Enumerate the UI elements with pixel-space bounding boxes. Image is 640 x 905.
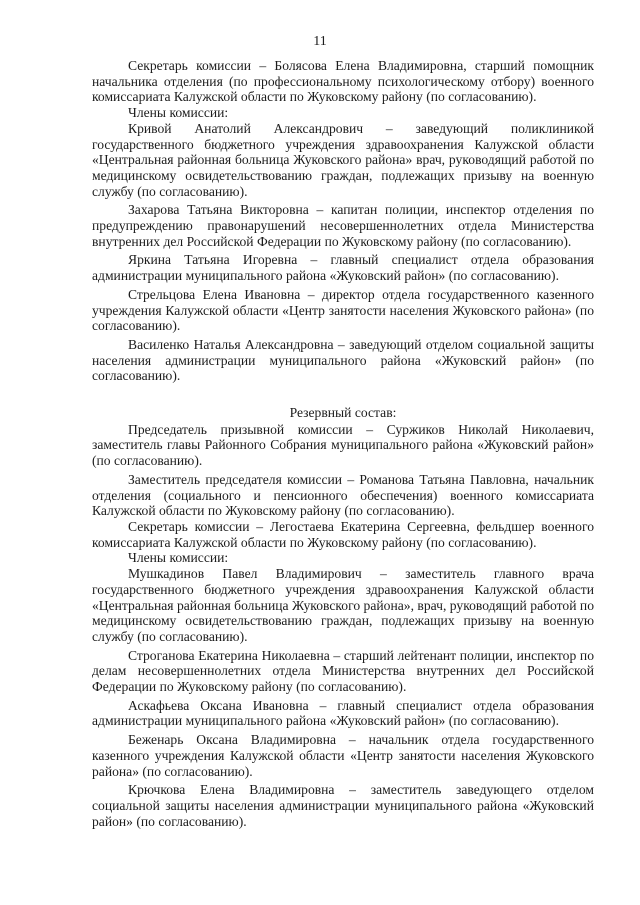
reserve-secretary-paragraph: Секретарь комиссии – Легостаева Екатерина Сергеевна, фельдшер военного комиссариата Калужской области по Жуковскому району (по согласованию). (92, 518, 594, 550)
reserve-chairman-paragraph: Председатель призывной комиссии – Суржиков Николай Николаевич, заместитель главы Районного Собрания муниципального района «Жуковский район» (по согласованию). (92, 421, 594, 469)
member-paragraph: Яркина Татьяна Игоревна – главный специалист отдела образования администрации муниципального района «Жуковский район» (по согласованию). (92, 252, 594, 284)
document-body (92, 58, 594, 829)
reserve-member-paragraph: Аскафьева Оксана Ивановна – главный специалист отдела образования администрации муниципального района «Жуковский район» (по согласованию). (92, 697, 594, 729)
members-heading: Члены комиссии: (128, 105, 229, 121)
member-paragraph: Кривой Анатолий Александрович – заведующий поликлиникой государственного бюджетного учреждения здравоохранения Калужской области «Центральная районная больница Жуковского района» врач, руководящий работой по медицинскому освидетельствованию граждан, подлежащих призыву на военную службу (по согласованию). (92, 120, 594, 199)
page-number: 11 (313, 34, 327, 49)
reserve-member-paragraph: Беженарь Оксана Владимировна – начальник отдела государственного казенного учреждения Калужской области «Центр занятости населения Жуковского района» (по согласованию). (92, 732, 594, 779)
member-paragraph: Василенко Наталья Александровна – заведующий отделом социальной защиты населения администрации муниципального района «Жуковский район» (по согласованию). (92, 336, 594, 384)
reserve-members-heading: Члены комиссии: (128, 550, 229, 566)
member-paragraph: Захарова Татьяна Викторовна – капитан полиции, инспектор отделения по предупреждению правонарушений несовершеннолетних отдела Министерства внутренних дел Российской Федерации по Жуковскому району (по согласованию). (92, 202, 594, 249)
reserve-section-title: Резервный состав: (289, 405, 397, 421)
member-paragraph: Стрельцова Елена Ивановна – директор отдела государственного казенного учреждения Калужской области «Центр занятости населения Жуковского района» (по согласованию). (92, 286, 594, 334)
reserve-deputy-paragraph: Заместитель председателя комиссии – Романова Татьяна Павловна, начальник отделения (социального и пенсионного обеспечения) военного комиссариата Калужской области по Жуковскому району (по согласованию). (92, 471, 594, 519)
secretary-paragraph: Секретарь комиссии – Болясова Елена Владимировна, старший помощник начальника отделения (по профессиональному психологическому отбору) военного комиссариата Калужской области по Жуковскому району (по согласованию). (92, 58, 594, 105)
reserve-member-paragraph: Мушкадинов Павел Владимирович – заместитель главного врача государственного бюджетного учреждения здравоохранения Калужской области «Центральная районная больница Жуковского района», врач, руководящий работой по медицинскому освидетельствованию граждан, подлежащих призыву на военную службу (по согласованию). (92, 566, 594, 644)
reserve-member-paragraph: Строганова Екатерина Николаевна – старший лейтенант полиции, инспектор по делам несовершеннолетних отдела Министерства внутренних дел Российской Федерации по Жуковскому району (по согласованию). (92, 647, 594, 695)
reserve-member-paragraph: Крючкова Елена Владимировна – заместитель заведующего отделом социальной защиты населения администрации муниципального района «Жуковский район» (по согласованию). (92, 782, 594, 829)
